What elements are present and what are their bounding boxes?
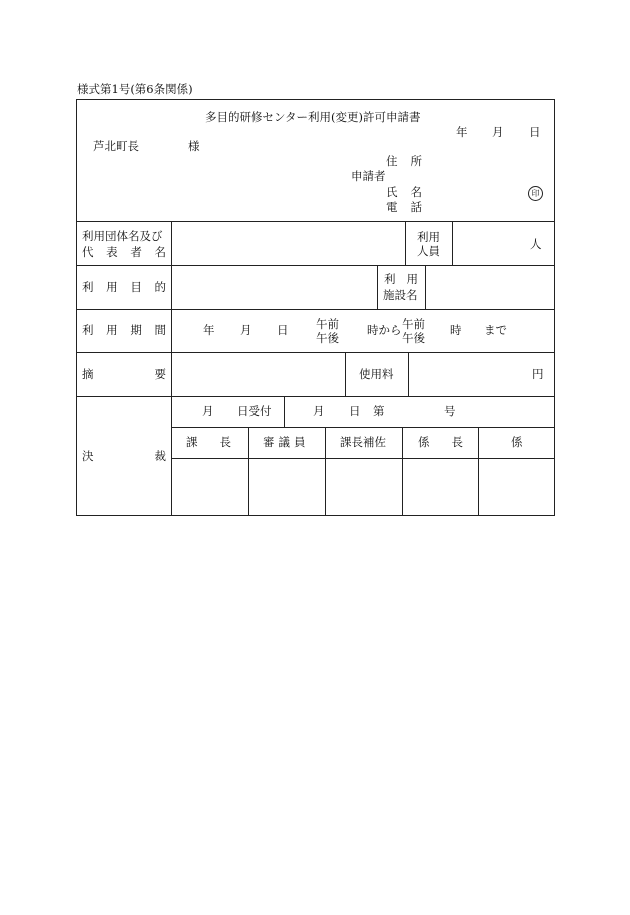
fee-unit: 円	[532, 367, 544, 381]
stamp-box[interactable]	[249, 459, 324, 515]
period-day: 日	[277, 323, 289, 337]
number-prefix: 第	[373, 404, 385, 418]
date-year: 年	[456, 125, 468, 139]
approver-councilor: 審議員	[263, 435, 310, 449]
address-label: 住 所	[386, 154, 422, 168]
period-until: まで	[484, 323, 507, 337]
group-name-field[interactable]	[172, 222, 404, 264]
facility-label-line2: 施設名	[383, 288, 418, 302]
purpose-label: 利 用 目 的	[82, 280, 166, 294]
stamp-box[interactable]	[172, 459, 247, 515]
approver-section-chief: 課長	[186, 435, 253, 449]
approver-staff: 係	[511, 435, 523, 449]
date-month: 月	[492, 125, 504, 139]
divider	[76, 309, 555, 310]
divider	[377, 265, 378, 309]
applicant-label: 申請者	[351, 169, 386, 183]
stamp-box[interactable]	[479, 459, 554, 515]
period-year: 年	[203, 323, 215, 337]
summary-field[interactable]	[172, 353, 344, 395]
period-hour: 時	[450, 323, 462, 337]
seal-mark: 印	[528, 186, 543, 201]
start-ampm: 午前 午後	[316, 317, 339, 345]
received-month: 月	[202, 404, 214, 418]
summary-label: 摘 要	[82, 367, 166, 381]
divider	[76, 396, 555, 397]
approver-subsection-chief: 係長	[418, 435, 485, 449]
approver-deputy-chief: 課長補佐	[340, 435, 386, 449]
attendee-count-label: 利用 人員	[417, 230, 440, 258]
number-day: 日	[349, 404, 361, 418]
end-ampm: 午前 午後	[402, 317, 425, 345]
addressee: 芦北町長	[93, 139, 139, 153]
divider	[345, 352, 346, 396]
stamp-box[interactable]	[326, 459, 401, 515]
form-title: 多目的研修センター利用(変更)許可申請書	[205, 110, 421, 124]
divider	[171, 427, 555, 428]
period-month: 月	[240, 323, 252, 337]
received-day: 日受付	[237, 404, 272, 418]
phone-label: 電 話	[386, 200, 422, 214]
facility-field[interactable]	[426, 266, 554, 308]
purpose-field[interactable]	[172, 266, 376, 308]
fee-label: 使用料	[359, 367, 394, 381]
name-label: 氏 名	[386, 185, 422, 199]
honorific: 様	[188, 139, 200, 153]
form-number: 様式第1号(第6条関係)	[77, 82, 193, 96]
period-label: 利 用 期 間	[82, 323, 166, 337]
stamp-box[interactable]	[403, 459, 477, 515]
divider	[284, 396, 285, 427]
divider	[405, 221, 406, 265]
group-name-label: 利用団体名及び	[82, 229, 163, 243]
number-suffix: 号	[444, 404, 456, 418]
number-month: 月	[313, 404, 325, 418]
facility-label-line1: 利 用	[384, 272, 418, 286]
date-day: 日	[529, 125, 541, 139]
attendee-count-unit: 人	[530, 237, 542, 251]
decision-label: 決 裁	[82, 449, 166, 463]
representative-label: 代 表 者 名	[82, 245, 166, 259]
period-from: 時から	[367, 323, 402, 337]
